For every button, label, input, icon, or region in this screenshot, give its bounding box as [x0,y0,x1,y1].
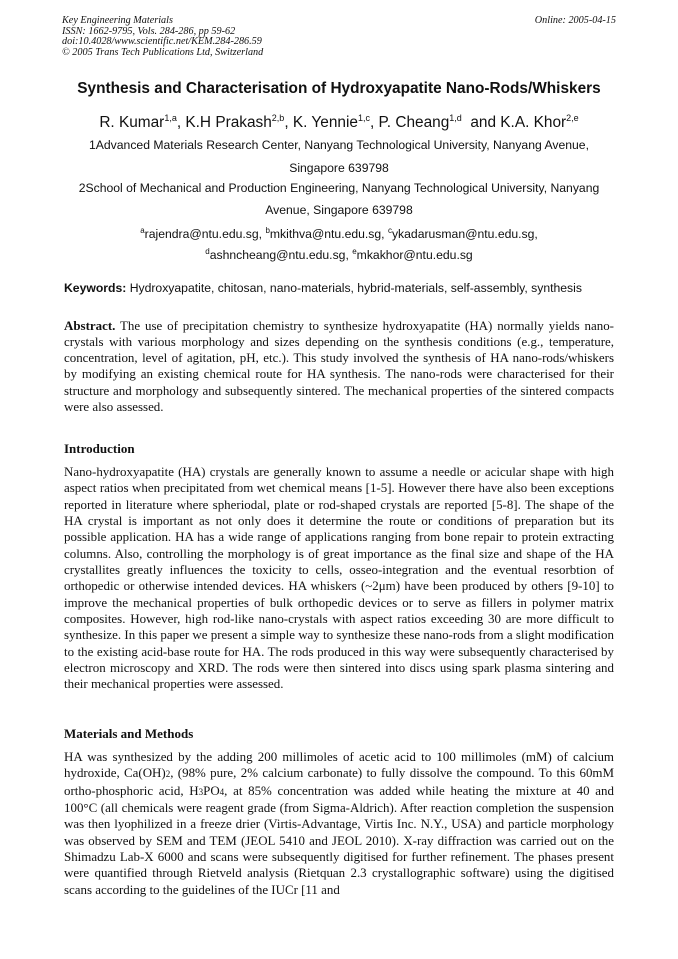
author-affiliation-mark: 2,b [271,113,285,123]
affiliation-1-line-1: 1Advanced Materials Research Center, Nanyang Technological University, Nanyang Avenue, [89,138,589,152]
abstract-label: Abstract. [64,318,116,333]
email-address: mkithva@ntu.edu.sg, [269,227,388,242]
email-mark: d [205,247,210,256]
email-mark: e [352,247,357,256]
materials-text [64,749,614,898]
author-name: P. Cheang [378,114,450,132]
author-separator: , [176,114,186,132]
author-list [40,113,638,132]
author-affiliation-mark: 1,a [164,113,177,123]
materials-text-part: PO [203,782,220,798]
materials-text-part: , (98% pure, 2% calcium carbonate) to fully dissolve the compound. To this 60mM ortho-phosphoric acid, H [64,765,614,798]
author-separator: and [461,114,501,132]
subscript: 2 [165,769,171,780]
introduction-text: Nano-hydroxyapatite (HA) crystals are generally known to assume a needle or acicular shape with high aspect ratios when precipitated from wet chemical means [1-5]. However there have also been exceptions reported in literature where spheriodal, plate or rod-shaped crystals are reported [5-8]. The shape of the HA crystal is important as not only does it determine the route or conditions of preparation but its possible application. HA has a wide range of applications ranging from bone repair to protein extracting columns. Also, controlling the morphology is of great importance as the final size and shape of the HA crystallites greatly influences the toxicity to cells, osseo-integration and the eventual resorbtion of orthopedic or otherwise intended devices. HA whiskers (~2μm) have been produced by others [9-10] to improve the mechanical properties of bulk orthopedic devices or to serve as fillers in polymer matrix composites. However, high rod-like nano-crystals with aspect ratios exceeding 30 are more difficult to synthesize. In this paper we present a simple way to synthesize these nano-rods from a slight modification to the existing acid-base route for HA. The rods produced in this way were subsequently characterised by electron microscopy and XRD. The rods were then sintered into discs using spark plasma sintering and their mechanical properties were assessed. [64,464,614,692]
paper-title: Synthesis and Characterisation of Hydroxyapatite Nano-Rods/Whiskers [77,80,601,97]
email-address: ashncheang@ntu.edu.sg, [209,248,353,263]
email-mark: c [387,226,392,235]
issn-line: ISSN: 1662-9795, Vols. 284-286, pp 59-62 [62,25,236,37]
affiliation-2-line-1: 2School of Mechanical and Production Engineering, Nanyang Technological University, Nanyang [78,181,600,195]
email-mark: a [140,226,145,235]
email-mark: b [265,226,270,235]
email-line-2 [40,247,638,262]
author-name: K. Yennie [292,114,358,132]
abstract-text: The use of precipitation chemistry to synthesize hydroxyapatite (HA) normally yields nano-crystals with various morphology and sizes depending on the synthesis conditions (e.g., temperature, concentration, level of agitation, pH, etc.). This study involved the synthesis of HA nano-rods/whiskers by modifying an existing chemical route for HA synthesis. The nano-rods were characterised for their structure and morphology and subsequently sintered. The mechanical properties of the sintered compacts were also assessed. [64,318,614,414]
materials-heading: Materials and Methods [64,726,194,741]
subscript: 3 [198,786,204,797]
affiliation-1-line-2: Singapore 639798 [289,161,389,175]
email-line-1 [40,226,638,241]
abstract [64,318,614,415]
subscript: 4 [219,786,225,797]
author-separator: , [369,114,379,132]
materials-text-part: HA was synthesized by the adding 200 millimoles of acetic acid to 100 millimoles (mM) of calcium hydroxide, Ca(OH) [64,749,614,781]
author-name: R. Kumar [99,114,165,132]
journal-name: Key Engineering Materials [62,15,173,26]
author-affiliation-mark: 1,d [449,113,462,123]
author-name: K.H Prakash [185,114,272,132]
introduction-heading: Introduction [64,441,135,456]
online-date: Online: 2005-04-15 [534,15,616,26]
affiliation-2-line-2: Avenue, Singapore 639798 [265,203,413,217]
copyright-line: © 2005 Trans Tech Publications Ltd, Switzerland [62,46,264,58]
author-affiliation-mark: 1,c [357,113,370,123]
keywords [64,281,624,295]
doi-line: doi:10.4028/www.scientific.net/KEM.284-286.59 [62,36,262,48]
author-separator: , [284,114,293,132]
email-address: ykadarusman@ntu.edu.sg, [391,227,538,242]
email-address: mkakhor@ntu.edu.sg [356,248,473,263]
keywords-label: Keywords: [64,281,127,295]
keywords-text: Hydroxyapatite, chitosan, nano-materials, hybrid-materials, self-assembly, synthesis [126,281,582,295]
materials-text-part: , at 85% concentration was added while heating the mixture at 40 and 100°C (all chemicals were reagent grade (from Sigma-Aldrich). After reaction completion the suspension was then lyophilized in a freeze drier (Virtis-Advantage, Virtis Inc. N.Y., USA) and particle morphology was observed by SEM and TEM (JEOL 5410 and JEOL 2010). X-ray diffraction was carried out on the Shimadzu Lab-X 6000 and scans were subsequently digitised for further refinement. The phases present were quantified through Rietveld analysis (Rietquan 2.3 crystallographic software) using the digitised scans according to the guidelines of the IUCr [11 and [64,782,614,897]
author-affiliation-mark: 2,e [566,113,579,123]
journal-header [62,16,616,58]
author-name: K.A. Khor [500,114,567,132]
email-address: rajendra@ntu.edu.sg, [144,227,266,242]
